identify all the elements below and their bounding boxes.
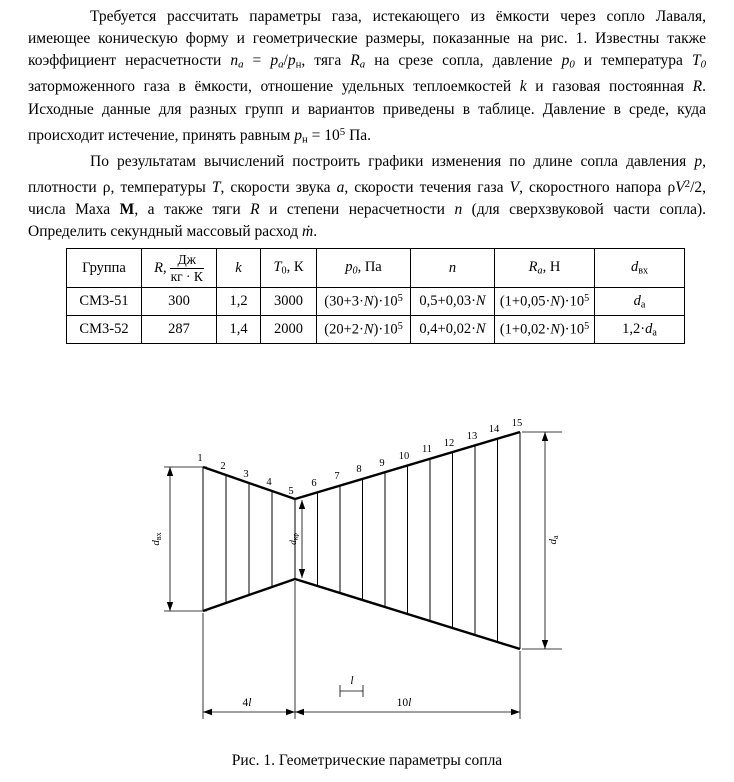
cell-dvh: $d_а$ bbox=[595, 288, 685, 316]
nozzle-diagram bbox=[0, 408, 734, 752]
throat-diameter-label: dкр bbox=[289, 533, 300, 545]
cell-ra: $(1+0,02\cdot N)\cdot 10^5$ bbox=[495, 316, 595, 344]
station-label: 9 bbox=[379, 458, 385, 469]
cell-p0: $(20+2\cdot N)\cdot 10^5$ bbox=[317, 316, 411, 344]
converging-length-label: 4l bbox=[242, 697, 252, 709]
cell-gas-constant: 300 bbox=[142, 288, 217, 316]
unit-length-label: l bbox=[350, 675, 354, 687]
gas-constant-units-fraction bbox=[170, 252, 204, 284]
station-labels bbox=[197, 418, 522, 497]
station-label: 10 bbox=[398, 451, 410, 462]
col-header-gas-constant bbox=[142, 249, 217, 288]
cell-ra: $(1+0,05\cdot N)\cdot 10^5$ bbox=[495, 288, 595, 316]
station-label: 15 bbox=[511, 418, 523, 429]
gas-constant-symbol: R, bbox=[154, 259, 167, 276]
station-label: 6 bbox=[311, 478, 317, 489]
cell-gas-constant: 287 bbox=[142, 316, 217, 344]
col-header-t0: $T_0$, К bbox=[261, 249, 317, 288]
fraction-denominator: кг · К bbox=[170, 268, 203, 284]
paragraph-problem-statement: Требуется рассчитать параметры газа, истекающего из ёмкости через сопло Лаваля, имеющее коническую форму и геометрические размеры, показанные на рис. 1. Известны также коэффициент нерасчетности $n_a = p_a/p_н$, тяга $R_a$ на срезе сопла, давление $p_0$ и температура $T_0$ заторможенного газа в ёмкости, отношение удельных теплоемкостей k и газовая постоянная R. Исходные данные для разных групп и вариантов приведены в таблице. Давление в среде, куда происходит истечение, принять равным $p_н = 10^5$ Па. bbox=[28, 8, 707, 146]
cell-k: 1,2 bbox=[217, 288, 261, 316]
station-label: 2 bbox=[220, 461, 226, 472]
table-row-sm3-52 bbox=[67, 316, 685, 344]
table-header-row bbox=[67, 249, 685, 288]
cell-n: 0,4+0,02·N bbox=[411, 316, 495, 344]
cell-n: 0,5+0,03·N bbox=[411, 288, 495, 316]
inlet-diameter-label: dвх bbox=[150, 532, 163, 546]
inlet-diameter-dimension bbox=[164, 467, 207, 611]
col-header-p0: $p_0$, Па bbox=[317, 249, 411, 288]
input-data-table bbox=[66, 248, 685, 344]
station-label: 8 bbox=[356, 464, 362, 475]
col-header-group: Группа bbox=[67, 249, 142, 288]
col-header-dvh: $d_{вх}$ bbox=[595, 249, 685, 288]
station-label: 7 bbox=[334, 471, 340, 482]
station-label: 4 bbox=[266, 477, 272, 488]
cell-group: СМ3-52 bbox=[67, 316, 142, 344]
cell-group: СМ3-51 bbox=[67, 288, 142, 316]
diverging-length-label: 10l bbox=[396, 697, 412, 709]
figure-caption: Рис. 1. Геометрические параметры сопла bbox=[231, 752, 503, 769]
fraction-numerator: Дж bbox=[170, 252, 204, 269]
station-label: 3 bbox=[243, 469, 249, 480]
cell-t0: 3000 bbox=[261, 288, 317, 316]
cell-t0: 2000 bbox=[261, 316, 317, 344]
station-label: 1 bbox=[197, 453, 203, 464]
station-label: 12 bbox=[443, 438, 455, 449]
col-header-ra: $R_a$, Н bbox=[495, 249, 595, 288]
paragraph-task: По результатам вычислений построить графики изменения по длине сопла давления p, плотности ρ, температуры T, скорости звука a, скорости течения газа V, скоростного напора $\rho V^2/2$, числа Маха M, а также тяги R и степени нерасчетности n (для сверхзвуковой части сопла). Определить секундный массовый расход ṁ. bbox=[28, 152, 707, 240]
col-header-n: n bbox=[411, 249, 495, 288]
cell-p0: $(30+3\cdot N)\cdot 10^5$ bbox=[317, 288, 411, 316]
cell-dvh: $1,2\cdot d_а$ bbox=[595, 316, 685, 344]
station-label: 11 bbox=[421, 444, 433, 455]
problem-text bbox=[28, 6, 706, 243]
station-label: 14 bbox=[488, 424, 500, 435]
col-header-k: k bbox=[217, 249, 261, 288]
station-label: 5 bbox=[288, 486, 294, 497]
table-row-sm3-51 bbox=[67, 288, 685, 316]
exit-diameter-label: dа bbox=[547, 535, 560, 545]
nozzle-bottom-contour bbox=[203, 579, 520, 649]
station-label: 13 bbox=[466, 431, 478, 442]
cell-k: 1,4 bbox=[217, 316, 261, 344]
